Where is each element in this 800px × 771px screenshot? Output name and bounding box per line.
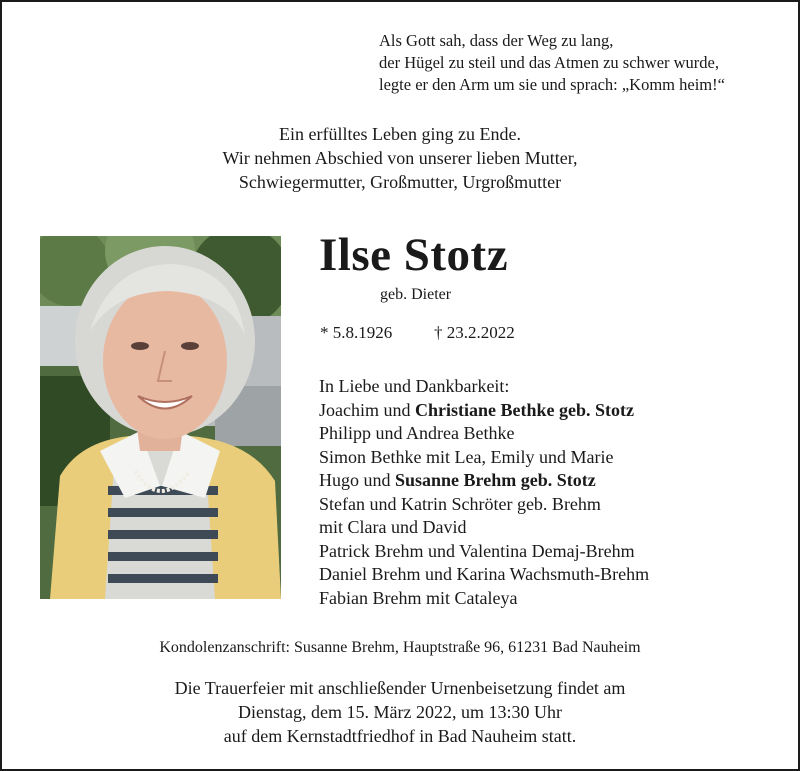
intro-line: Ein erfülltes Leben ging zu Ende. [279, 124, 521, 144]
deceased-name: Ilse Stotz [319, 229, 509, 281]
condolence-address: Kondolenzanschrift: Susanne Brehm, Hauptstraße 96, 61231 Bad Nauheim [159, 639, 641, 656]
family-line-plain: Fabian Brehm mit Cataleya [319, 587, 518, 608]
family-line-plain: Simon Bethke mit Lea, Emily und Marie [319, 446, 614, 467]
family-line-plain: Philipp und Andrea Bethke [319, 423, 515, 443]
family-line-plain: Hugo und [319, 470, 395, 490]
family-line [319, 587, 649, 611]
family-line-plain: Daniel Brehm und Karina Wachsmuth-Brehm [319, 564, 650, 584]
poem [379, 30, 725, 96]
family-list [319, 375, 649, 610]
life-dates [320, 323, 515, 343]
portrait-photo [40, 236, 281, 599]
poem-line: legte er den Arm um sie und sprach: „Komm heim!“ [379, 75, 725, 94]
family-line [319, 446, 649, 470]
family-line-plain: Stefan und Katrin Schröter geb. Brehm [319, 493, 601, 514]
family-line [319, 422, 649, 446]
funeral-details [2, 676, 798, 748]
intro-line: Wir nehmen Abschied von unserer lieben Mutter, [222, 148, 578, 168]
family-heading: In Liebe und Dankbarkeit: [319, 376, 510, 396]
family-line [319, 563, 649, 587]
birth-name: geb. Dieter [380, 286, 452, 303]
family-line [319, 493, 649, 517]
family-line-plain: Joachim und [319, 399, 415, 420]
death-date: † 23.2.2022 [434, 323, 515, 342]
poem-line: Als Gott sah, dass der Weg zu lang, [379, 31, 614, 50]
intro-text [2, 122, 798, 194]
ceremony-line: Die Trauerfeier mit anschließender Urnenbeisetzung findet am [174, 678, 626, 698]
poem-line: der Hügel zu steil und das Atmen zu schwer wurde, [379, 53, 719, 72]
birth-date: * 5.8.1926 [320, 323, 393, 342]
intro-line: Schwiegermutter, Großmutter, Urgroßmutter [238, 172, 562, 192]
family-line [319, 399, 649, 423]
family-line-bold: Susanne Brehm geb. Stotz [395, 470, 596, 490]
family-line-plain: mit Clara und David [319, 517, 467, 537]
family-line-bold: Christiane Bethke geb. Stotz [415, 399, 634, 420]
family-line [319, 516, 649, 540]
family-line [319, 469, 649, 493]
ceremony-line: Dienstag, dem 15. März 2022, um 13:30 Uhr [238, 702, 562, 722]
ceremony-line: auf dem Kernstadtfriedhof in Bad Nauheim statt. [223, 726, 577, 746]
family-line [319, 540, 649, 564]
family-line-plain: Patrick Brehm und Valentina Demaj-Brehm [319, 540, 635, 561]
